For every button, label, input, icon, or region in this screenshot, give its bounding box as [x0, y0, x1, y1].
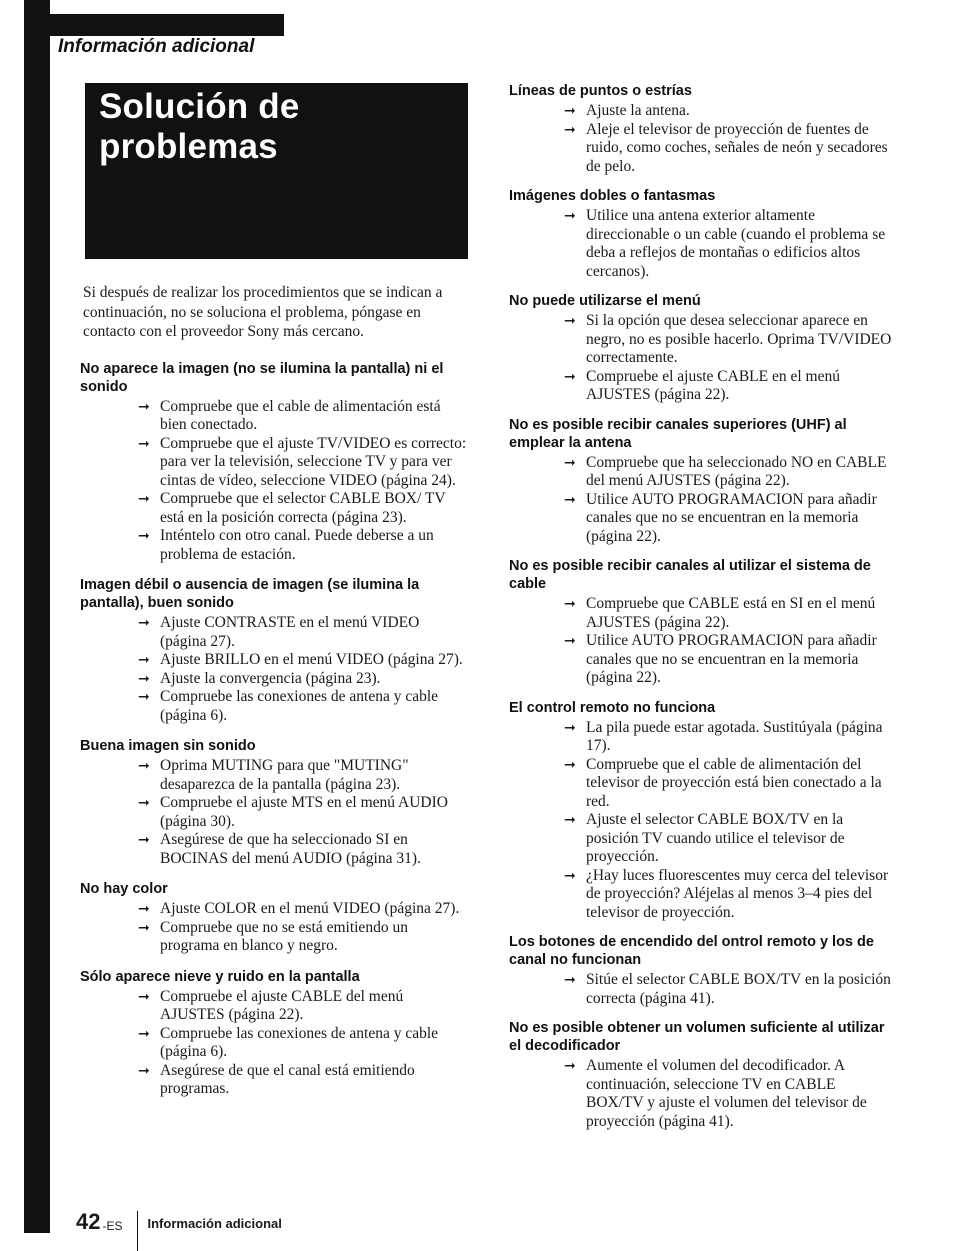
footer-divider [137, 1211, 138, 1251]
remedy-text: Compruebe que el selector CABLE BOX/ TV está en la posición correcta (página 23). [160, 490, 446, 526]
remedy-list [80, 988, 468, 1099]
arrow-right-icon: ➞ [564, 368, 576, 385]
arrow-right-icon: ➞ [138, 832, 150, 848]
remedy-text: Compruebe que el ajuste TV/VIDEO es correcto: para ver la televisión, seleccione TV y para ver cintas de vídeo, seleccione VIDEO (página 24). [160, 434, 467, 489]
remedy-text: Ajuste la convergencia (página 23). [160, 669, 381, 687]
list-item [138, 831, 468, 868]
remedy-list [80, 398, 468, 565]
intro-paragraph: Si después de realizar los procedimientos que se indican a continuación, no se soluciona el problema, póngase en contacto con el proveedor Sony más cercano. [83, 284, 443, 340]
arrow-right-icon: ➞ [138, 1025, 150, 1042]
remedy-list [506, 1057, 896, 1131]
remedy-text: Ajuste CONTRASTE en el menú VIDEO (página 27). [160, 614, 420, 650]
list-item [564, 207, 896, 281]
remedy-text: Ajuste COLOR en el menú VIDEO (página 27). [160, 900, 460, 917]
list-item [564, 121, 896, 177]
list-item [138, 527, 468, 564]
list-item [564, 756, 896, 812]
section-heading: El control remoto no funciona [509, 699, 716, 716]
section-label: Información adicional [58, 36, 255, 57]
remedy-text: Oprima MUTING para que "MUTING" desaparezca de la pantalla (página 23). [160, 757, 409, 793]
arrow-right-icon: ➞ [564, 491, 576, 508]
remedy-text: Compruebe que no se está emitiendo un programa en blanco y negro. [160, 918, 408, 954]
list-item [564, 368, 896, 405]
troubleshooting-section [506, 557, 896, 688]
top-header-bar [24, 14, 284, 36]
page-title-line1: Solución de [99, 87, 300, 126]
title-box [85, 83, 468, 259]
remedy-text: Compruebe el ajuste CABLE del menú AJUSTES (página 22). [160, 987, 404, 1023]
troubleshooting-section [80, 360, 468, 565]
remedy-text: Si la opción que desea seleccionar aparece en negro, no es posible hacerlo. Oprima TV/VIDEO correctamente. [586, 312, 892, 366]
remedy-list [80, 614, 468, 725]
troubleshooting-section [506, 1019, 896, 1131]
page-footer [76, 1193, 282, 1233]
section-heading: Imágenes dobles o fantasmas [509, 188, 716, 204]
page-title [99, 87, 468, 167]
arrow-right-icon: ➞ [138, 435, 150, 452]
arrow-right-icon: ➞ [138, 795, 150, 811]
remedy-text: Aleje el televisor de proyección de fuentes de ruido, como coches, señales de neón y secadores de pelo. [586, 120, 888, 175]
list-item [138, 435, 468, 491]
page-number: 42 [76, 1209, 101, 1234]
remedy-text: Inténtelo con otro canal. Puede deberse a un problema de estación. [160, 527, 434, 563]
section-heading: Buena imagen sin sonido [80, 738, 256, 754]
remedy-text: Ajuste BRILLO en el menú VIDEO (página 27). [160, 651, 463, 668]
arrow-right-icon: ➞ [138, 491, 150, 507]
arrow-right-icon: ➞ [564, 313, 576, 329]
section-heading: Los botones de encendido del ontrol remoto y los de canal no funcionan [509, 934, 874, 968]
remedy-text: Sitúe el selector CABLE BOX/TV en la posición correcta (página 41). [586, 971, 891, 1007]
arrow-right-icon: ➞ [138, 528, 150, 544]
remedy-text: Compruebe las conexiones de antena y cable (página 6). [160, 688, 439, 724]
list-item [138, 670, 468, 689]
remedy-text: Compruebe que el cable de alimentación del televisor de proyección está bien conectado a la red. [586, 755, 882, 810]
arrow-right-icon: ➞ [564, 867, 576, 884]
remedy-list [80, 757, 468, 868]
remedy-list [506, 207, 896, 281]
list-item [564, 1057, 896, 1131]
troubleshooting-section [506, 416, 896, 547]
list-item [138, 398, 468, 435]
list-item [138, 490, 468, 527]
section-heading: Sólo aparece nieve y ruido en la pantalla [80, 968, 360, 985]
remedy-text: Utilice una antena exterior altamente direccionable o un cable (cuando el problema se deba a reflejos de montañas o edificios altos cercanos). [586, 207, 886, 280]
remedy-list [506, 312, 896, 405]
remedy-text: Aumente el volumen del decodificador. A continuación, seleccione TV en CABLE BOX/TV y ajuste el volumen del televisor de proyección (página 41). [586, 1057, 867, 1130]
page-suffix: -ES [102, 1219, 123, 1233]
troubleshooting-section [80, 576, 468, 725]
troubleshooting-section [506, 933, 896, 1008]
remedy-list [506, 454, 896, 547]
troubleshooting-section [80, 880, 468, 956]
troubleshooting-section [506, 187, 896, 281]
remedy-text: Utilice AUTO PROGRAMACION para añadir canales que no se encuentran en la memoria (página 22). [586, 632, 877, 686]
troubleshooting-section [506, 82, 896, 176]
troubleshooting-section [80, 737, 468, 868]
section-heading: Imagen débil o ausencia de imagen (se ilumina la pantalla), buen sonido [80, 577, 420, 611]
page-title-line2: problemas [99, 127, 278, 166]
arrow-right-icon: ➞ [564, 596, 576, 612]
arrow-right-icon: ➞ [138, 758, 150, 774]
arrow-right-icon: ➞ [564, 972, 576, 988]
troubleshooting-section [506, 292, 896, 405]
remedy-text: Ajuste el selector CABLE BOX/TV en la posición TV cuando utilice el televisor de proyección. [586, 811, 845, 865]
list-item [564, 491, 896, 547]
remedy-list [506, 971, 896, 1008]
arrow-right-icon: ➞ [138, 398, 150, 415]
remedy-list [506, 719, 896, 923]
remedy-list [506, 595, 896, 688]
list-item [564, 811, 896, 867]
list-item [564, 102, 896, 121]
list-item [138, 688, 468, 725]
remedy-text: Compruebe el ajuste CABLE en el menú AJUSTES (página 22). [586, 367, 840, 403]
arrow-right-icon: ➞ [138, 670, 150, 687]
list-item [138, 794, 468, 831]
arrow-right-icon: ➞ [138, 1062, 150, 1079]
section-heading: No puede utilizarse el menú [509, 293, 701, 309]
arrow-right-icon: ➞ [564, 208, 576, 224]
arrow-right-icon: ➞ [564, 1058, 576, 1074]
arrow-right-icon: ➞ [138, 615, 150, 631]
arrow-right-icon: ➞ [564, 633, 576, 649]
troubleshooting-section [506, 699, 896, 923]
list-item [564, 312, 896, 368]
section-heading: No es posible recibir canales superiores (UHF) al emplear la antena [509, 416, 847, 451]
left-margin-bar [24, 0, 50, 1233]
list-item [138, 1062, 468, 1099]
arrow-right-icon: ➞ [564, 121, 576, 138]
section-heading: No aparece la imagen (no se ilumina la pantalla) ni el sonido [80, 360, 444, 395]
right-sections [506, 82, 896, 1131]
remedy-list [80, 900, 468, 956]
arrow-right-icon: ➞ [138, 919, 150, 936]
remedy-text: Compruebe que ha seleccionado NO en CABLE del menú AJUSTES (página 22). [586, 453, 887, 489]
remedy-text: ¿Hay luces fluorescentes muy cerca del televisor de proyección? Aléjelas al menos 3–4 pies del televisor de proyección. [586, 866, 889, 921]
list-item [138, 900, 468, 919]
list-item [564, 595, 896, 632]
list-item [138, 1025, 468, 1062]
list-item [564, 971, 896, 1008]
left-sections [80, 360, 468, 1099]
list-item [564, 719, 896, 756]
list-item [564, 454, 896, 491]
list-item [564, 867, 896, 923]
list-item [138, 919, 468, 956]
remedy-text: Compruebe las conexiones de antena y cable (página 6). [160, 1024, 439, 1060]
footer-label: Información adicional [147, 1216, 282, 1231]
arrow-right-icon: ➞ [138, 689, 150, 705]
arrow-right-icon: ➞ [564, 454, 576, 471]
section-heading: No es posible recibir canales al utilizar el sistema de cable [509, 558, 871, 592]
remedy-text: Asegúrese de que el canal está emitiendo programas. [160, 1061, 415, 1097]
right-column [506, 82, 896, 1142]
remedy-text: Asegúrese de que ha seleccionado SI en BOCINAS del menú AUDIO (página 31). [160, 831, 421, 867]
remedy-text: Compruebe que el cable de alimentación está bien conectado. [160, 397, 441, 433]
arrow-right-icon: ➞ [138, 652, 150, 668]
arrow-right-icon: ➞ [138, 988, 150, 1005]
section-heading: Líneas de puntos o estrías [509, 83, 692, 99]
troubleshooting-section [80, 968, 468, 1099]
remedy-text: La pila puede estar agotada. Sustitúyala (página 17). [586, 718, 883, 754]
remedy-text: Ajuste la antena. [586, 102, 690, 119]
section-heading: No es posible obtener un volumen suficiente al utilizar el decodificador [509, 1020, 885, 1054]
arrow-right-icon: ➞ [564, 756, 576, 773]
list-item [138, 757, 468, 794]
list-item [138, 614, 468, 651]
arrow-right-icon: ➞ [138, 901, 150, 917]
remedy-text: Utilice AUTO PROGRAMACION para añadir canales que no se encuentran en la memoria (página 22). [586, 490, 877, 545]
remedy-text: Compruebe el ajuste MTS en el menú AUDIO (página 30). [160, 794, 448, 830]
left-column [80, 283, 468, 1111]
remedy-text: Compruebe que CABLE está en SI en el menú AJUSTES (página 22). [586, 595, 876, 631]
arrow-right-icon: ➞ [564, 812, 576, 828]
arrow-right-icon: ➞ [564, 103, 576, 119]
list-item [138, 651, 468, 670]
list-item [564, 632, 896, 688]
remedy-list [506, 102, 896, 176]
list-item [138, 988, 468, 1025]
section-heading: No hay color [80, 881, 168, 897]
arrow-right-icon: ➞ [564, 719, 576, 736]
